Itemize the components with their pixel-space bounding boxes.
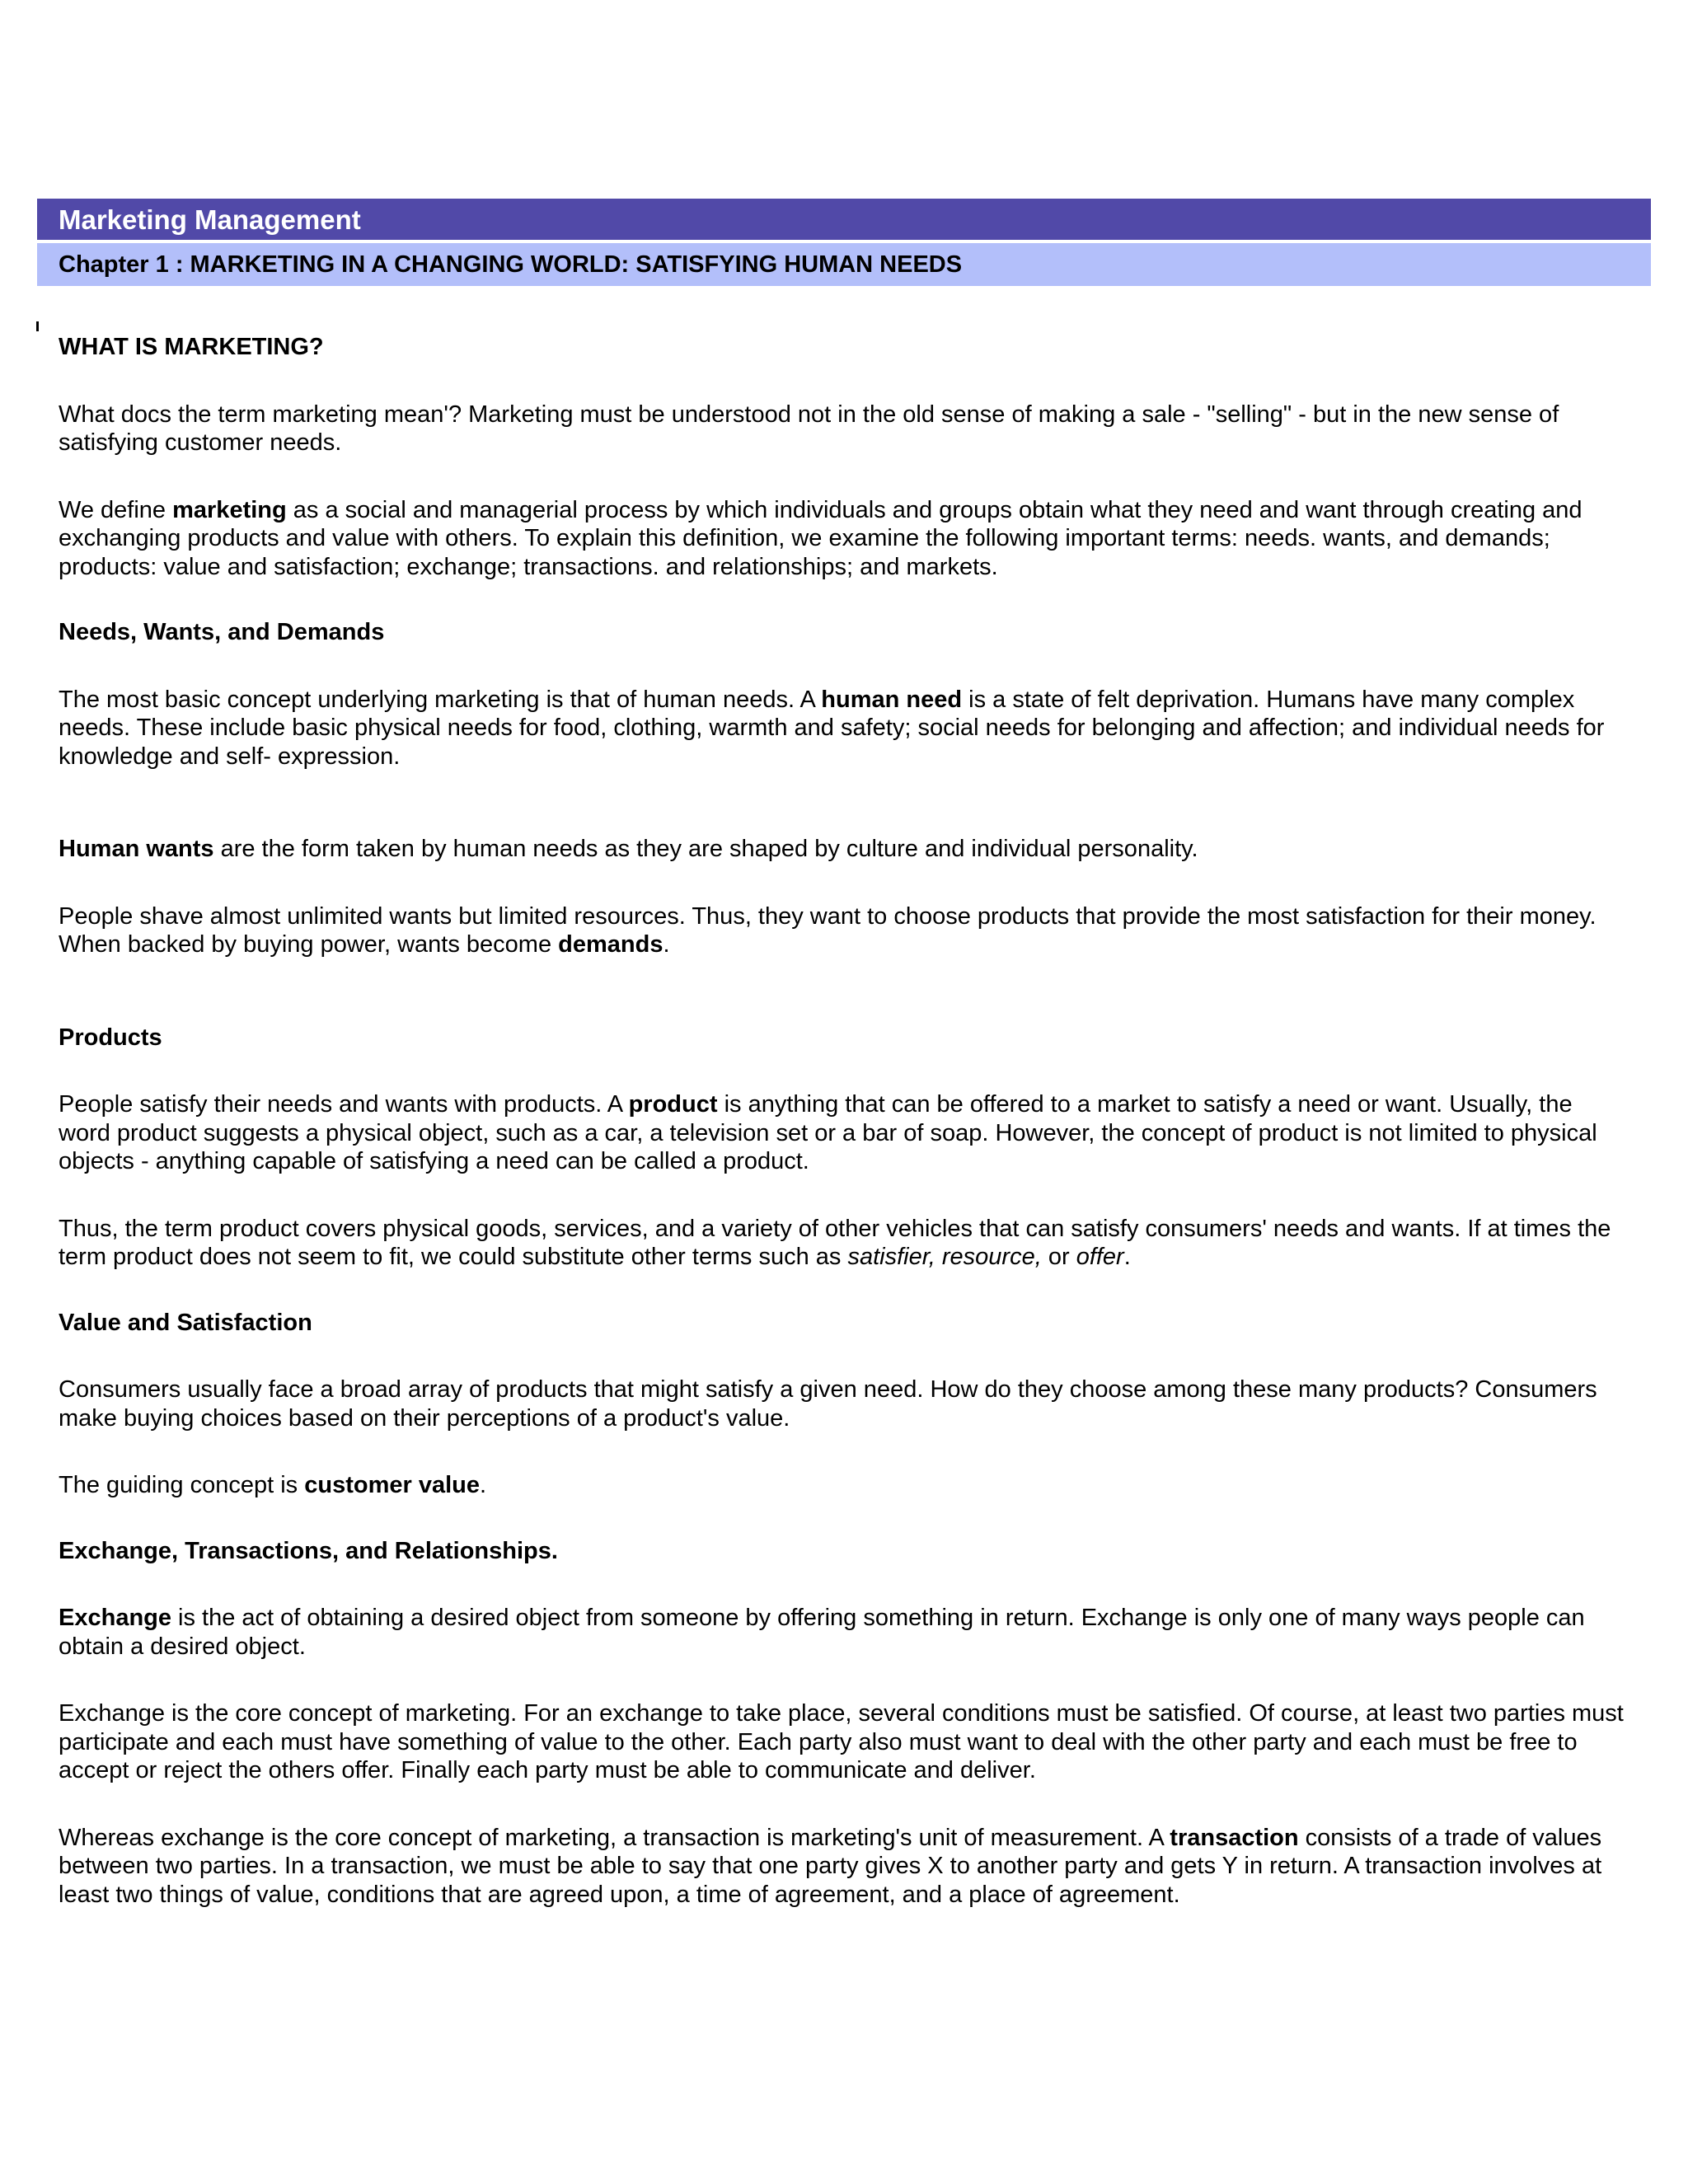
bold-term-human-wants: Human wants [59, 836, 214, 862]
paragraph-exchange-conditions: Exchange is the core concept of marketing. For an exchange to take place, several conditions must be satisfied. Of course, at least two parties must participate and each must have something of value to the other. Each party also must want to deal with the other party and each must be free to accept or reject the others offer. Finally each party must be able to communicate and deliver. [59, 1700, 1624, 1783]
heading-products: Products [59, 1024, 162, 1051]
stray-mark [36, 321, 39, 331]
text-run: consists of a trade of values between two parties. In a transaction, we must be able to say that one party gives X to another party and gets Y in return. A transaction involves at least two things of value, conditions that are agreed upon, a time of agreement, and a place of agreement. [59, 1824, 1602, 1908]
text-run: Whereas exchange is the core concept of marketing, a transaction is marketing's unit of measurement. A [59, 1824, 1170, 1851]
bold-term-exchange: Exchange [59, 1605, 171, 1631]
text-run: are the form taken by human needs as they are shaped by culture and individual personality. [213, 836, 1198, 862]
heading-what-is-marketing: WHAT IS MARKETING? [59, 334, 324, 360]
bold-term-product: product [628, 1091, 718, 1118]
text-run: is the act of obtaining a desired object from someone by offering something in return. Exchange is only one of many ways people can obtain a desired object. [59, 1605, 1585, 1660]
text-run: People satisfy their needs and wants with products. A [59, 1091, 629, 1118]
text-run: We define [59, 496, 173, 523]
paragraph-human-needs [59, 686, 1625, 771]
paragraph-human-wants [59, 835, 1625, 864]
text-run: or [1041, 1244, 1076, 1270]
text-run: The guiding concept is [59, 1472, 305, 1498]
heading-value-satisfaction: Value and Satisfaction [59, 1309, 312, 1336]
text-run: . [480, 1472, 487, 1498]
paragraph-exchange-definition [59, 1604, 1625, 1661]
document-body [59, 333, 1625, 1909]
bold-term-customer-value: customer value [304, 1472, 481, 1498]
paragraph-demands [59, 902, 1625, 959]
text-run: Thus, the term product covers physical goods, services, and a variety of other vehicles that can satisfy consumers' needs and wants. If at times the term product does not seem to fit, we could substitute other terms such as [59, 1215, 1611, 1270]
paragraph-customer-value [59, 1471, 1625, 1500]
heading-needs-wants-demands: Needs, Wants, and Demands [59, 619, 385, 645]
chapter-title-bar [37, 243, 1651, 286]
text-run: . [663, 931, 670, 958]
italic-terms: satisfier, resource, [847, 1244, 1042, 1270]
paragraph-product-terms [59, 1215, 1625, 1272]
paragraph-marketing-definition [59, 496, 1625, 582]
text-run: The most basic concept underlying marketing is that of human needs. A [59, 686, 822, 713]
paragraph-transaction [59, 1824, 1625, 1910]
text-run: People shave almost unlimited wants but limited resources. Thus, they want to choose products that provide the most satisfaction for their money. When backed by buying power, wants become [59, 902, 1597, 958]
bold-term-marketing: marketing [172, 496, 287, 523]
paragraph-consumer-choices: Consumers usually face a broad array of products that might satisfy a given need. How do they choose among these many products? Consumers make buying choices based on their perceptions of a product's value. [59, 1376, 1597, 1432]
italic-term-offer: offer [1076, 1244, 1124, 1270]
bold-term-transaction: transaction [1170, 1824, 1299, 1851]
paragraph-marketing-meaning: What docs the term marketing mean'? Marketing must be understood not in the old sense of making a sale - "selling" - but in the new sense of satisfying customer needs. [59, 401, 1559, 456]
text-run: is a state of felt deprivation. Humans have many complex needs. These include basic physical needs for food, clothing, warmth and safety; social needs for belonging and affection; and individual needs for knowledge and self- expression. [59, 686, 1605, 770]
chapter-title: Chapter 1 : MARKETING IN A CHANGING WORLD: SATISFYING HUMAN NEEDS [59, 251, 963, 278]
bold-term-demands: demands [558, 931, 663, 958]
header-title-bar [37, 199, 1651, 240]
text-run: . [1123, 1244, 1131, 1270]
heading-exchange: Exchange, Transactions, and Relationships. [59, 1537, 558, 1564]
paragraph-products-definition [59, 1090, 1625, 1176]
text-run: as a social and managerial process by which individuals and groups obtain what they need and want through creating and exchanging products and value with others. To explain this definition, we examine the following important terms: needs. wants, and demands; products: value and satisfaction; exchange; transactions. and relationships; and markets. [59, 496, 1582, 580]
bold-term-human-need: human need [821, 686, 963, 713]
text-run: is anything that can be offered to a market to satisfy a need or want. Usually, the word product suggests a physical object, such as a car, a television set or a bar of soap. However, the concept of product is not limited to physical objects - anything capable of satisfying a need can be called a product. [59, 1091, 1597, 1174]
page-title: Marketing Management [59, 204, 361, 235]
